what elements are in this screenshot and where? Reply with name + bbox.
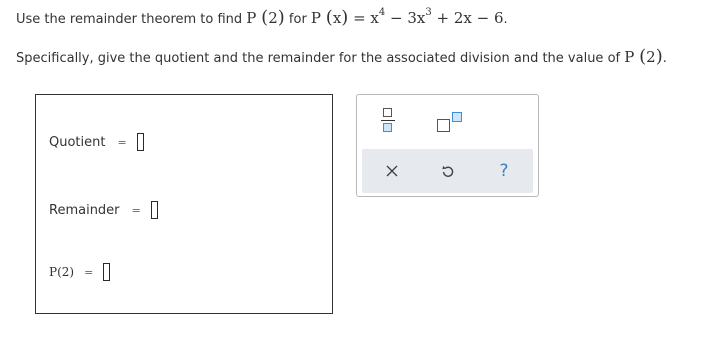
instruction-text: Specifically, give the quotient and the remainder for the associated division and the value of (16, 51, 625, 66)
p2-label: P(2) (49, 265, 75, 279)
question-line-2 (16, 46, 667, 67)
close-icon[interactable] (382, 161, 402, 181)
math-palette (356, 94, 539, 197)
quotient-row (49, 133, 144, 151)
remainder-row (49, 201, 158, 219)
action-bar (362, 149, 533, 193)
quotient-label: Quotient (49, 134, 106, 150)
equals-sign: = (117, 135, 127, 149)
p2-input[interactable] (103, 263, 110, 281)
quotient-input[interactable] (137, 133, 144, 151)
question-text-suffix: . (503, 12, 508, 27)
polynomial-expression: P $(x) = x^4 - 3x^3 + 2x - 6$ (310, 7, 504, 28)
p-of-2-expression-2: P (2) (624, 46, 663, 67)
remainder-input[interactable] (151, 201, 158, 219)
question-text-mid: for (284, 12, 311, 27)
p-of-2-expression: P (2) (246, 7, 285, 28)
instruction-suffix: . (662, 51, 667, 66)
help-button[interactable]: ? (499, 161, 509, 181)
undo-icon[interactable] (438, 161, 458, 181)
remainder-label: Remainder (49, 202, 120, 218)
answer-box (35, 94, 333, 314)
exponent-icon[interactable] (437, 111, 463, 133)
equals-sign: = (84, 265, 94, 279)
fraction-icon[interactable] (381, 108, 395, 134)
question-text-prefix: Use the remainder theorem to find (16, 12, 247, 27)
equals-sign: = (131, 203, 141, 217)
question-line-1 (16, 7, 508, 28)
p2-row (49, 263, 110, 281)
